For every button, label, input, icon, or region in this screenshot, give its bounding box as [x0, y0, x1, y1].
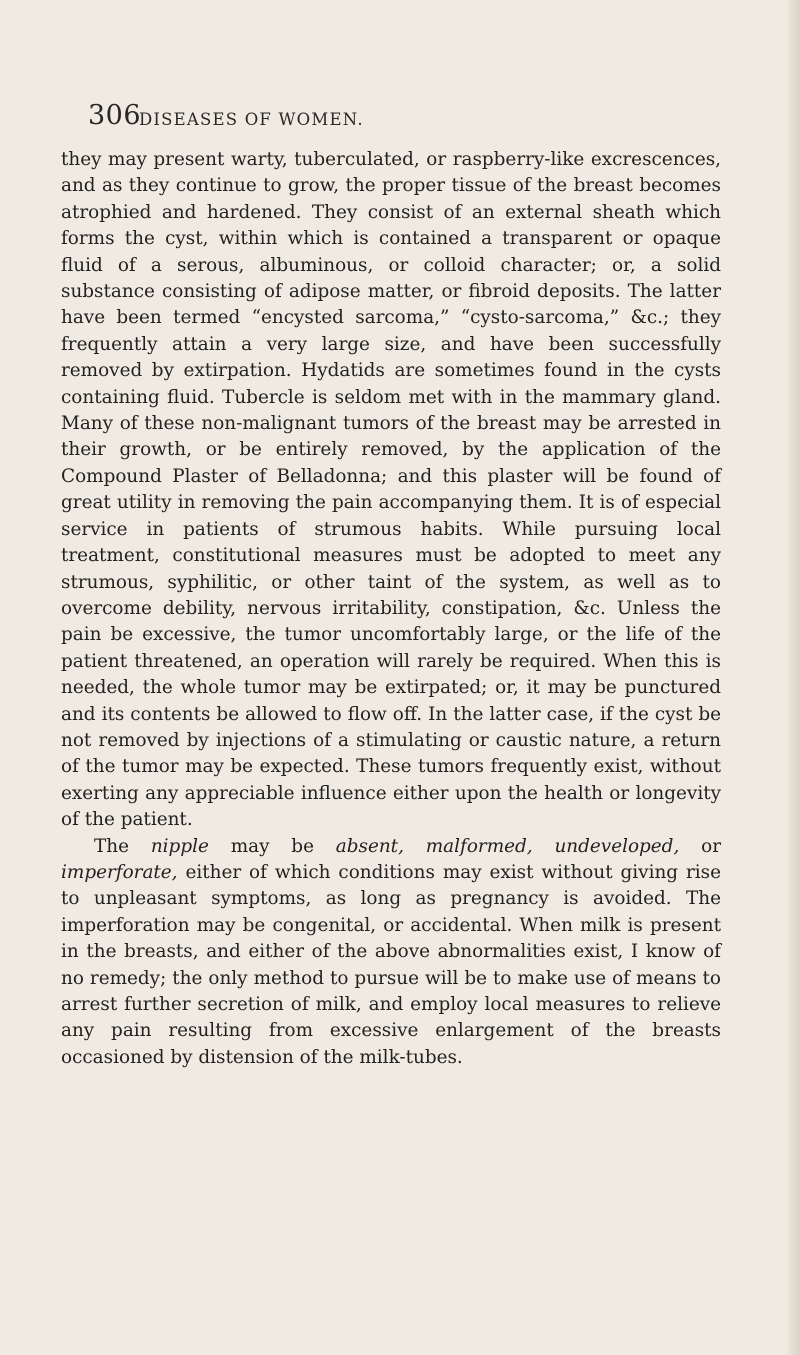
text-run: either of which conditions may exist without giving rise to unpleasant symptoms, as long as pregnancy is avoided. The imperforation may be congenital, or accidental. When milk is present in the breasts, and either of the above abnormalities exist, I know of no remedy; the only method to pursue will be to make use of means to arrest further secretion of milk, and employ local measures to relieve any pain resulting from excessive enlargement of the breasts occasioned by distension of the milk-tubes.	[61, 861, 721, 1068]
emphasis: absent, malformed, undeveloped,	[335, 835, 680, 857]
paragraph	[61, 834, 721, 1072]
text-run: or	[679, 835, 721, 857]
page-header	[88, 100, 688, 136]
emphasis: imperforate,	[61, 861, 178, 883]
running-head: DISEASES OF WOMEN.	[139, 110, 364, 129]
text-run: The	[94, 835, 151, 857]
body-text	[61, 147, 721, 1071]
page-number: 306	[88, 100, 142, 131]
page-edge	[788, 0, 800, 1355]
text-run: may be	[208, 835, 336, 857]
emphasis: nipple	[150, 835, 209, 857]
paragraph: they may present warty, tuberculated, or raspberry-like excrescences, and as they continue to grow, the proper tissue of the breast becomes atrophied and hardened. They consist of an external sheath which forms the cyst, within which is contained a transparent or opaque fluid of a serous, albuminous, or colloid character; or, a solid substance consisting of adipose matter, or fibroid deposits. The latter have been termed “encysted sarcoma,” “cysto-sarcoma,” &c.; they frequently attain a very large size, and have been successfully removed by extirpation. Hydatids are sometimes found in the cysts containing fluid. Tubercle is seldom met with in the mammary gland. Many of these non-malignant tumors of the breast may be arrested in their growth, or be entirely removed, by the application of the Compound Plaster of Belladonna; and this plaster will be found of great utility in removing the pain accompanying them. It is of especial service in patients of strumous habits. While pursuing local treatment, constitutional measures must be adopted to meet any strumous, syphilitic, or other taint of the system, as well as to overcome debility, nervous irritability, constipation, &c. Unless the pain be excessive, the tumor uncomfortably large, or the life of the patient threatened, an operation will rarely be required. When this is needed, the whole tumor may be extirpated; or, it may be punctured and its contents be allowed to flow off. In the latter case, if the cyst be not removed by injections of a stimulating or caustic nature, a return of the tumor may be expected. These tumors frequently exist, without exerting any appreciable influence either upon the health or longevity of the patient.	[61, 149, 721, 831]
